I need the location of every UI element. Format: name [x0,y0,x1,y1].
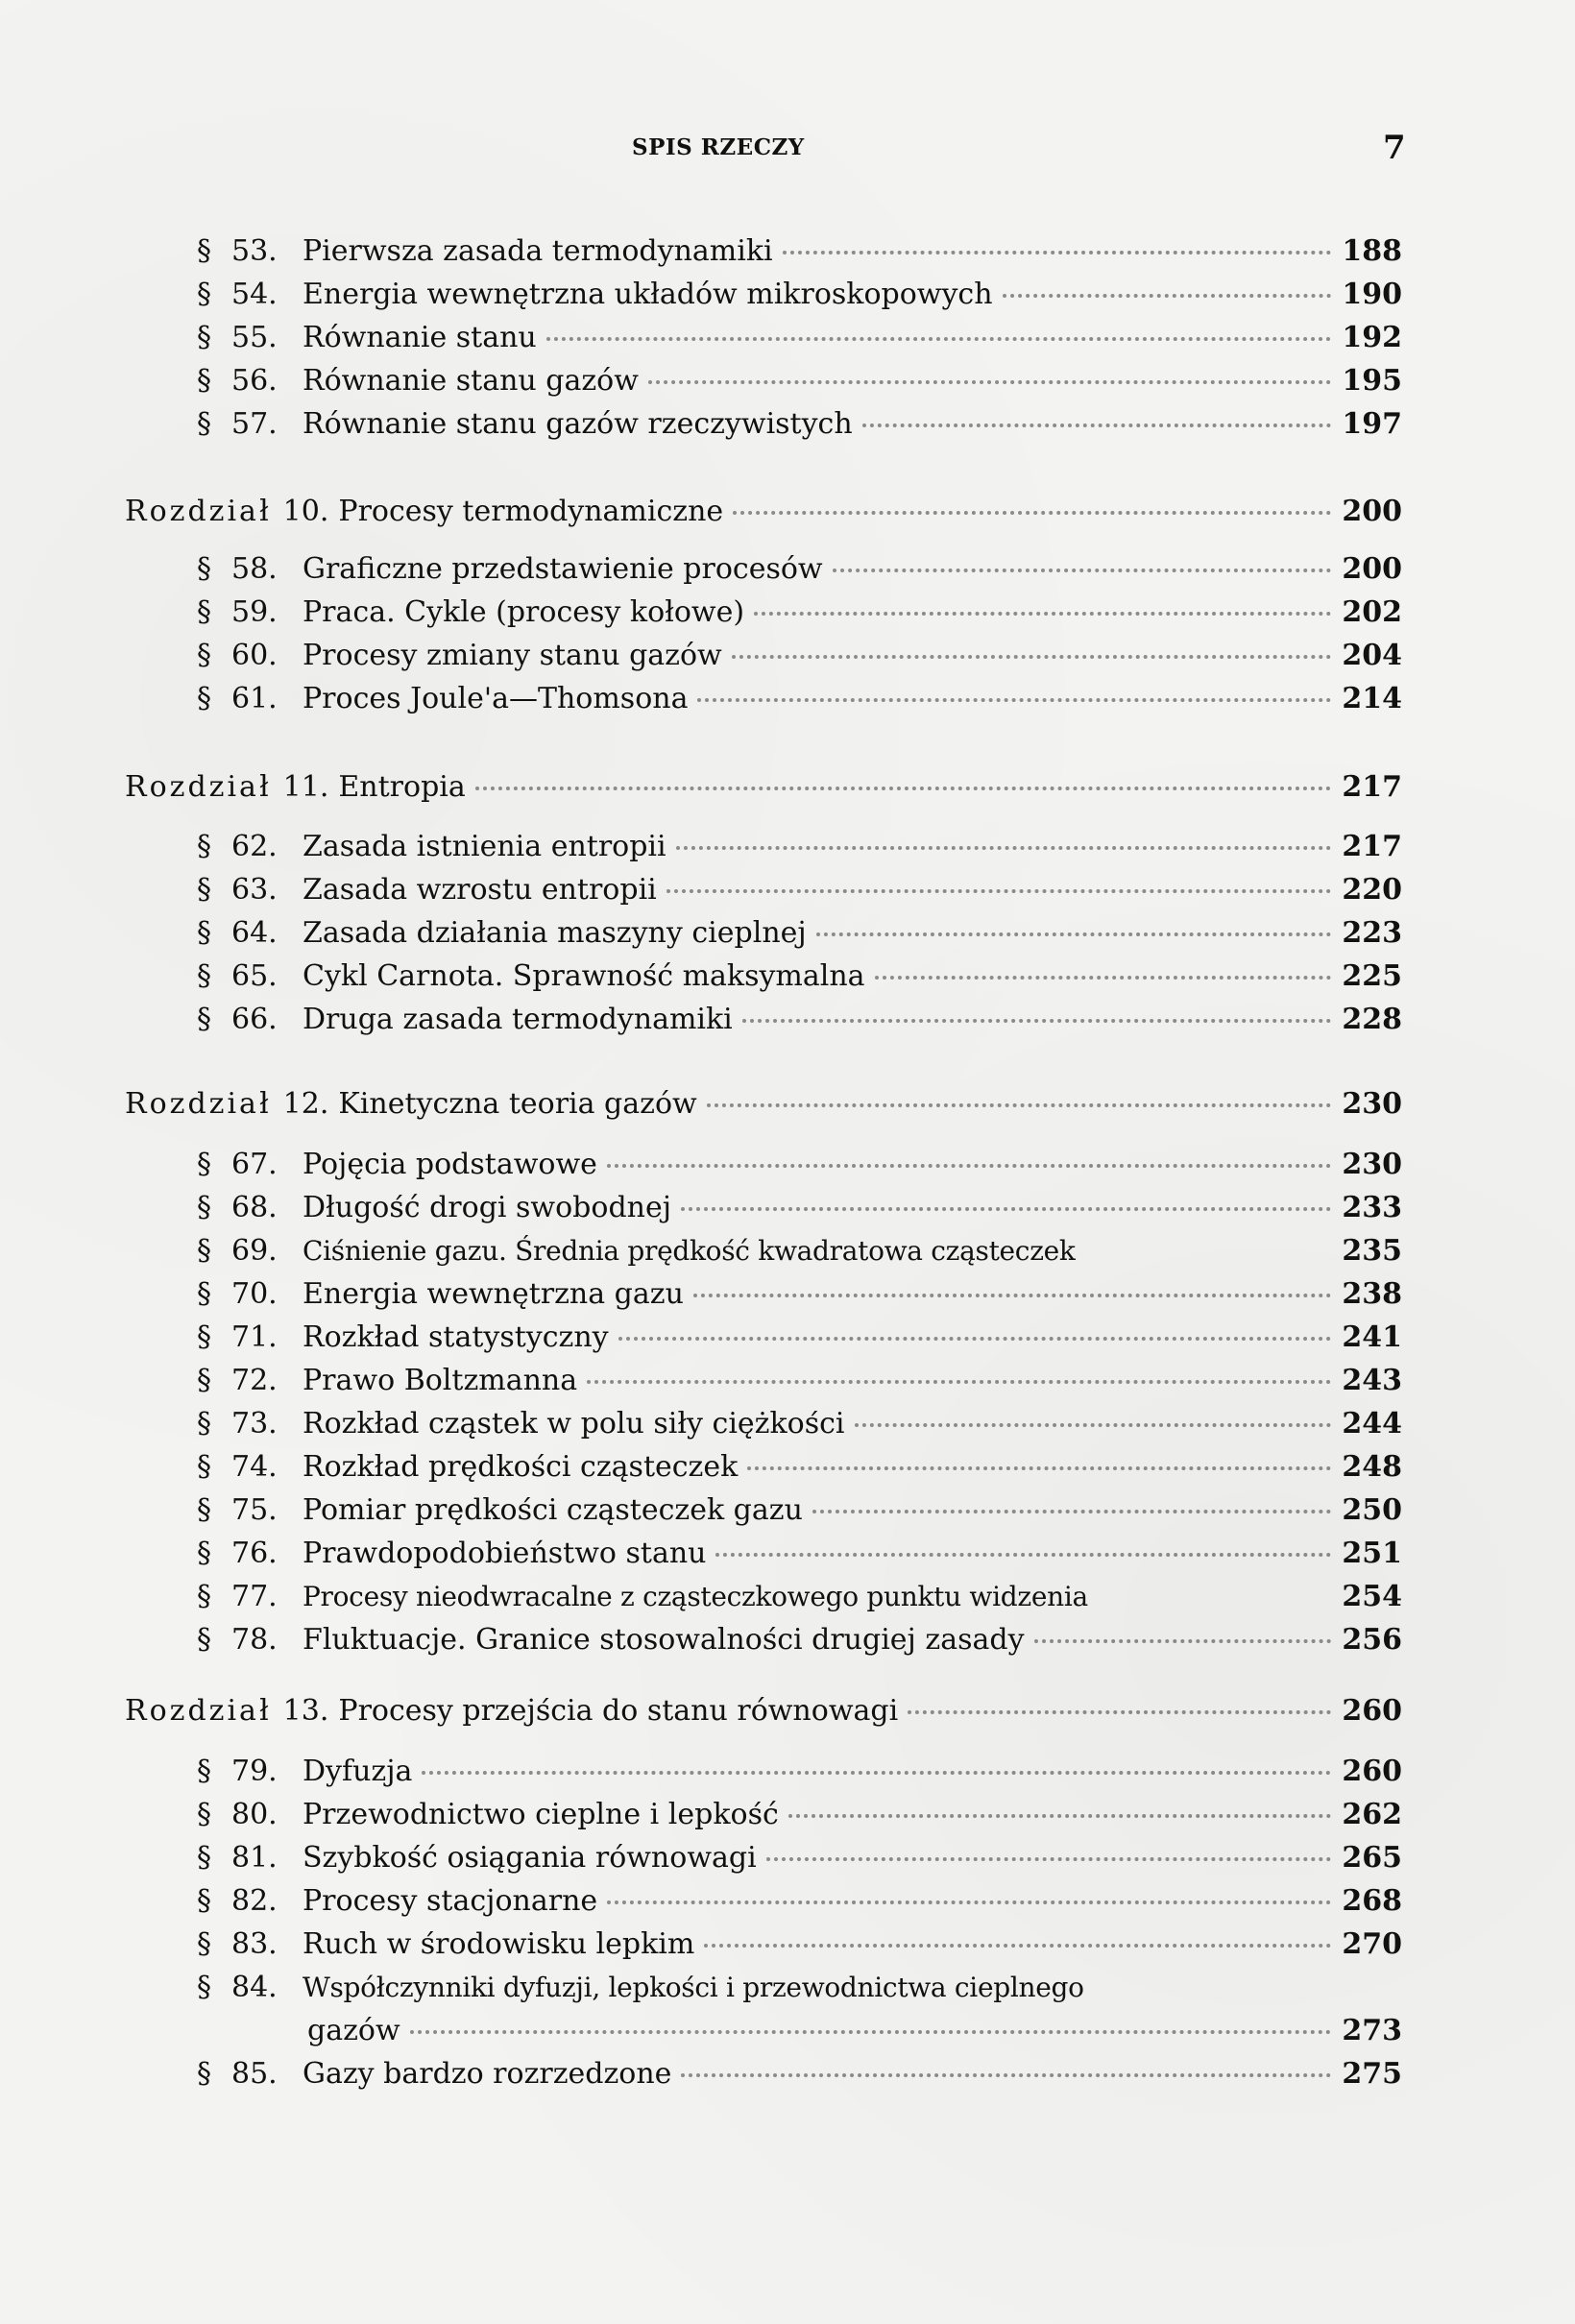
section-page: 241 [1342,1320,1402,1354]
section-title: Zasada wzrostu entropii [303,873,657,907]
chapter-title: Kinetyczna teoria gazów [338,1087,697,1121]
section-title: Procesy zmiany stanu gazów [303,639,722,672]
section-symbol: § [197,1884,211,1918]
section-number: 61. [231,682,278,715]
section-page: 233 [1342,1191,1402,1224]
dot-leader [862,424,1331,427]
page-title: SPIS RZECZY [632,134,805,160]
dot-leader [697,698,1331,702]
section-number: 72. [231,1364,278,1397]
dot-leader [546,337,1331,341]
toc-section-67[interactable] [197,1146,1402,1184]
dot-leader [707,1103,1331,1107]
toc-section-78[interactable] [197,1621,1402,1659]
section-number: 56. [231,364,278,398]
section-symbol: § [197,1191,211,1224]
section-page: 192 [1342,321,1402,354]
section-title: Druga zasada termodynamiki [303,1003,733,1036]
dot-leader [618,1337,1331,1341]
toc-section-74[interactable] [197,1448,1402,1487]
toc-section-85[interactable] [197,2055,1402,2094]
dot-leader [676,846,1331,850]
section-symbol: § [197,552,211,586]
toc-section-66[interactable] [197,1001,1402,1039]
section-symbol: § [197,2057,211,2091]
toc-chapter-10[interactable] [125,493,1402,531]
section-page: 243 [1342,1364,1402,1397]
section-symbol: § [197,1148,211,1181]
dot-leader [747,1466,1331,1470]
section-number: 83. [231,1927,278,1961]
section-symbol: § [197,234,211,268]
section-page: 270 [1342,1927,1402,1961]
section-number: 81. [231,1841,278,1875]
chapter-label: Rozdział [125,1694,272,1728]
section-symbol: § [197,1407,211,1440]
section-page: 256 [1342,1623,1402,1657]
section-title: Pojęcia podstawowe [303,1148,597,1181]
dot-leader [1003,294,1331,298]
toc-section-84-continuation[interactable] [307,2012,1402,2050]
toc-section-59[interactable] [197,593,1402,632]
section-title: Rozkład cząstek w polu siły ciężkości [303,1407,845,1440]
section-number: 54. [231,278,278,311]
toc-section-84[interactable] [197,1969,1402,2007]
section-symbol: § [197,1450,211,1484]
section-page: 195 [1342,364,1402,398]
section-number: 60. [231,639,278,672]
chapter-title: Procesy termodynamiczne [338,495,724,528]
section-page: 273 [1342,2014,1402,2047]
section-page: 248 [1342,1450,1402,1484]
chapter-label: Rozdział [125,495,272,528]
section-page: 260 [1342,1755,1402,1788]
section-number: 76. [231,1537,278,1570]
section-page: 200 [1342,552,1402,586]
section-symbol: § [197,1320,211,1354]
dot-leader [475,787,1331,790]
section-symbol: § [197,1755,211,1788]
dot-leader [788,1814,1331,1818]
section-page: 190 [1342,278,1402,311]
section-number: 55. [231,321,278,354]
dot-leader [812,1510,1331,1513]
section-number: 59. [231,595,278,629]
chapter-page: 217 [1342,770,1402,804]
chapter-title: Entropia [338,770,466,804]
section-number: 79. [231,1755,278,1788]
section-symbol: § [197,1234,211,1268]
section-number: 65. [231,959,278,993]
chapter-label: Rozdział [125,1087,272,1121]
section-page: 265 [1342,1841,1402,1875]
section-page: 250 [1342,1493,1402,1527]
section-number: 77. [231,1580,278,1613]
toc-section-79[interactable] [197,1753,1402,1791]
section-title: Pierwsza zasada termodynamiki [303,234,773,268]
section-page: 230 [1342,1148,1402,1181]
section-title: Pomiar prędkości cząsteczek gazu [303,1493,803,1527]
section-number: 75. [231,1493,278,1527]
section-symbol: § [197,1971,211,2004]
dot-leader [732,655,1331,659]
section-page: 225 [1342,959,1402,993]
dot-leader [875,976,1331,980]
section-symbol: § [197,1623,211,1657]
toc-section-71[interactable] [197,1319,1402,1357]
chapter-number: 10. [282,495,329,528]
section-number: 73. [231,1407,278,1440]
section-title: Graficzne przedstawienie procesów [303,552,823,586]
dot-leader [742,1019,1331,1023]
toc-section-57[interactable] [197,405,1402,444]
section-number: 66. [231,1003,278,1036]
section-title: Rozkład statystyczny [303,1320,609,1354]
section-title: Praca. Cykle (procesy kołowe) [303,595,745,629]
section-symbol: § [197,830,211,863]
dot-leader [833,569,1331,572]
section-title: Zasada istnienia entropii [303,830,666,863]
section-title: Dyfuzja [303,1755,413,1788]
section-title-continuation: gazów [307,2014,400,2047]
dot-leader [693,1294,1331,1297]
section-symbol: § [197,1841,211,1875]
section-title: Przewodnictwo cieplne i lepkość [303,1798,779,1831]
dot-leader [816,932,1331,936]
toc-section-53[interactable] [197,232,1402,271]
toc-chapter-11[interactable] [125,768,1402,807]
section-page: 251 [1342,1537,1402,1570]
section-title: Prawo Boltzmanna [303,1364,578,1397]
chapter-page: 200 [1342,495,1402,528]
section-symbol: § [197,1798,211,1831]
dot-leader [422,1771,1331,1775]
section-symbol: § [197,1003,211,1036]
dot-leader [607,1900,1331,1904]
section-title: Szybkość osiągania równowagi [303,1841,757,1875]
section-symbol: § [197,682,211,715]
section-number: 69. [231,1234,278,1268]
section-symbol: § [197,1537,211,1570]
section-symbol: § [197,959,211,993]
dot-leader [766,1857,1331,1861]
section-number: 78. [231,1623,278,1657]
section-title: Równanie stanu gazów [303,364,639,398]
section-symbol: § [197,1927,211,1961]
toc-section-73[interactable] [197,1405,1402,1443]
toc-chapter-13[interactable] [125,1692,1402,1731]
section-title: Proces Joule'a—Thomsona [303,682,689,715]
section-symbol: § [197,595,211,629]
section-symbol: § [197,916,211,950]
section-title: Procesy stacjonarne [303,1884,598,1918]
section-number: 82. [231,1884,278,1918]
dot-leader [1034,1639,1331,1643]
section-page: 268 [1342,1884,1402,1918]
dot-leader [681,1207,1331,1211]
section-symbol: § [197,321,211,354]
section-number: 68. [231,1191,278,1224]
section-page: 235 [1342,1234,1402,1268]
section-page: 188 [1342,234,1402,268]
toc-section-62[interactable] [197,828,1402,866]
section-number: 63. [231,873,278,907]
section-title: Równanie stanu [303,321,537,354]
section-number: 80. [231,1798,278,1831]
toc-section-72[interactable] [197,1362,1402,1400]
toc-section-54[interactable] [197,276,1402,314]
chapter-page: 230 [1342,1087,1402,1121]
chapter-number: 13. [282,1694,329,1728]
toc-section-69[interactable] [197,1232,1402,1271]
dot-leader [666,889,1331,893]
section-symbol: § [197,1364,211,1397]
chapter-page: 260 [1342,1694,1402,1728]
toc-section-65[interactable] [197,957,1402,996]
section-title: Gazy bardzo rozrzedzone [303,2057,672,2091]
toc-section-61[interactable] [197,680,1402,718]
dot-leader [587,1380,1331,1384]
toc-section-82[interactable] [197,1882,1402,1921]
section-number: 85. [231,2057,278,2091]
toc-section-60[interactable] [197,637,1402,675]
toc-section-83[interactable] [197,1925,1402,1964]
running-head [0,129,1575,173]
section-symbol: § [197,278,211,311]
dot-leader [704,1944,1331,1948]
chapter-number: 12. [282,1087,329,1121]
section-title: Fluktuacje. Granice stosowalności drugiej zasady [303,1623,1025,1657]
section-page: 254 [1342,1580,1402,1613]
dot-leader [681,2073,1331,2077]
dot-leader [607,1164,1331,1168]
dot-leader [754,612,1331,616]
section-symbol: § [197,1493,211,1527]
section-number: 74. [231,1450,278,1484]
section-title: Prawdopodobieństwo stanu [303,1537,707,1570]
toc-section-80[interactable] [197,1796,1402,1834]
section-page: 197 [1342,407,1402,441]
toc-section-56[interactable] [197,362,1402,400]
section-page: 214 [1342,682,1402,715]
section-title: Współczynniki dyfuzji, lepkości i przewodnictwa cieplnego [303,1972,1084,2003]
section-symbol: § [197,407,211,441]
section-symbol: § [197,639,211,672]
chapter-number: 11. [282,770,329,804]
section-number: 53. [231,234,278,268]
section-number: 70. [231,1277,278,1311]
section-title: Rozkład prędkości cząsteczek [303,1450,739,1484]
section-title: Równanie stanu gazów rzeczywistych [303,407,853,441]
section-number: 57. [231,407,278,441]
section-number: 67. [231,1148,278,1181]
toc-section-76[interactable] [197,1535,1402,1573]
page-number: 7 [1383,129,1406,167]
section-number: 62. [231,830,278,863]
section-page: 228 [1342,1003,1402,1036]
toc-section-63[interactable] [197,871,1402,909]
toc-section-70[interactable] [197,1275,1402,1314]
toc-section-64[interactable] [197,914,1402,953]
section-title: Energia wewnętrzna układów mikroskopowych [303,278,993,311]
section-symbol: § [197,1277,211,1311]
dot-leader [908,1710,1331,1714]
toc-section-68[interactable] [197,1189,1402,1227]
dot-leader [733,511,1331,515]
dot-leader [648,380,1331,384]
section-title: Ciśnienie gazu. Średnia prędkość kwadratowa cząsteczek [303,1235,1076,1267]
section-page: 220 [1342,873,1402,907]
section-page: 238 [1342,1277,1402,1311]
toc-section-81[interactable] [197,1839,1402,1877]
dot-leader [855,1423,1331,1427]
section-page: 202 [1342,595,1402,629]
toc-section-58[interactable] [197,550,1402,589]
toc-section-55[interactable] [197,319,1402,357]
section-page: 275 [1342,2057,1402,2091]
section-page: 204 [1342,639,1402,672]
toc-chapter-12[interactable] [125,1085,1402,1124]
toc-section-77[interactable] [197,1578,1402,1616]
dot-leader [410,2030,1331,2034]
section-symbol: § [197,873,211,907]
section-number: 58. [231,552,278,586]
dot-leader [783,251,1331,254]
section-symbol: § [197,364,211,398]
section-page: 244 [1342,1407,1402,1440]
section-title: Procesy nieodwracalne z cząsteczkowego punktu widzenia [303,1581,1088,1612]
section-title: Długość drogi swobodnej [303,1191,672,1224]
chapter-label: Rozdział [125,770,272,804]
section-number: 71. [231,1320,278,1354]
chapter-title: Procesy przejścia do stanu równowagi [338,1694,899,1728]
section-page: 262 [1342,1798,1402,1831]
section-number: 84. [231,1971,278,2004]
toc-section-75[interactable] [197,1491,1402,1530]
section-number: 64. [231,916,278,950]
section-page: 217 [1342,830,1402,863]
dot-leader [715,1553,1331,1557]
section-title: Ruch w środowisku lepkim [303,1927,695,1961]
section-symbol: § [197,1580,211,1613]
section-title: Zasada działania maszyny cieplnej [303,916,807,950]
section-page: 223 [1342,916,1402,950]
section-title: Energia wewnętrzna gazu [303,1277,684,1311]
section-title: Cykl Carnota. Sprawność maksymalna [303,959,865,993]
